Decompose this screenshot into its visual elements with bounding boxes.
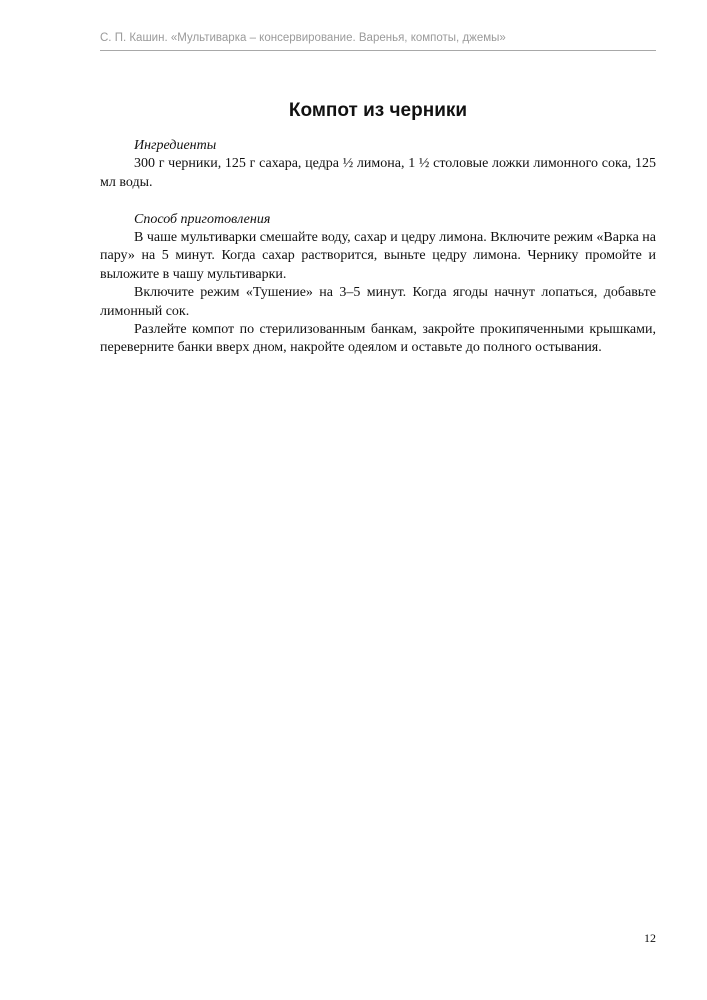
page-number: 12 <box>644 931 656 945</box>
ingredients-text: 300 г черники, 125 г сахара, цедра ½ лимона, 1 ½ столовые ложки лимонного сока, 125 мл воды. <box>100 156 656 190</box>
method-step: Разлейте компот по стерилизованным банкам, закройте прокипяченными крышками, переверните банки вверх дном, накройте одеялом и оставьте до полного остывания. <box>100 322 656 356</box>
header-divider <box>100 50 656 51</box>
ingredients-label: Ингредиенты <box>134 138 217 153</box>
recipe-title: Компот из черники <box>288 100 468 121</box>
method-label: Способ приготовления <box>134 211 271 227</box>
section-gap <box>100 192 656 210</box>
method-step: Включите режим «Тушение» на 3–5 минут. Когда ягоды начнут лопаться, добавьте лимонный сок. <box>100 285 656 319</box>
running-header: С. П. Кашин. «Мультиварка – консервирование. Варенья, компоты, джемы» <box>100 32 506 44</box>
method-step: В чаше мультиварки смешайте воду, сахар и цедру лимона. Включите режим «Варка на пару» на 5 минут. Когда сахар растворится, выньте цедру лимона. Чернику промойте и выложите в чашу мультиварки. <box>100 230 656 282</box>
recipe-body <box>100 137 656 358</box>
